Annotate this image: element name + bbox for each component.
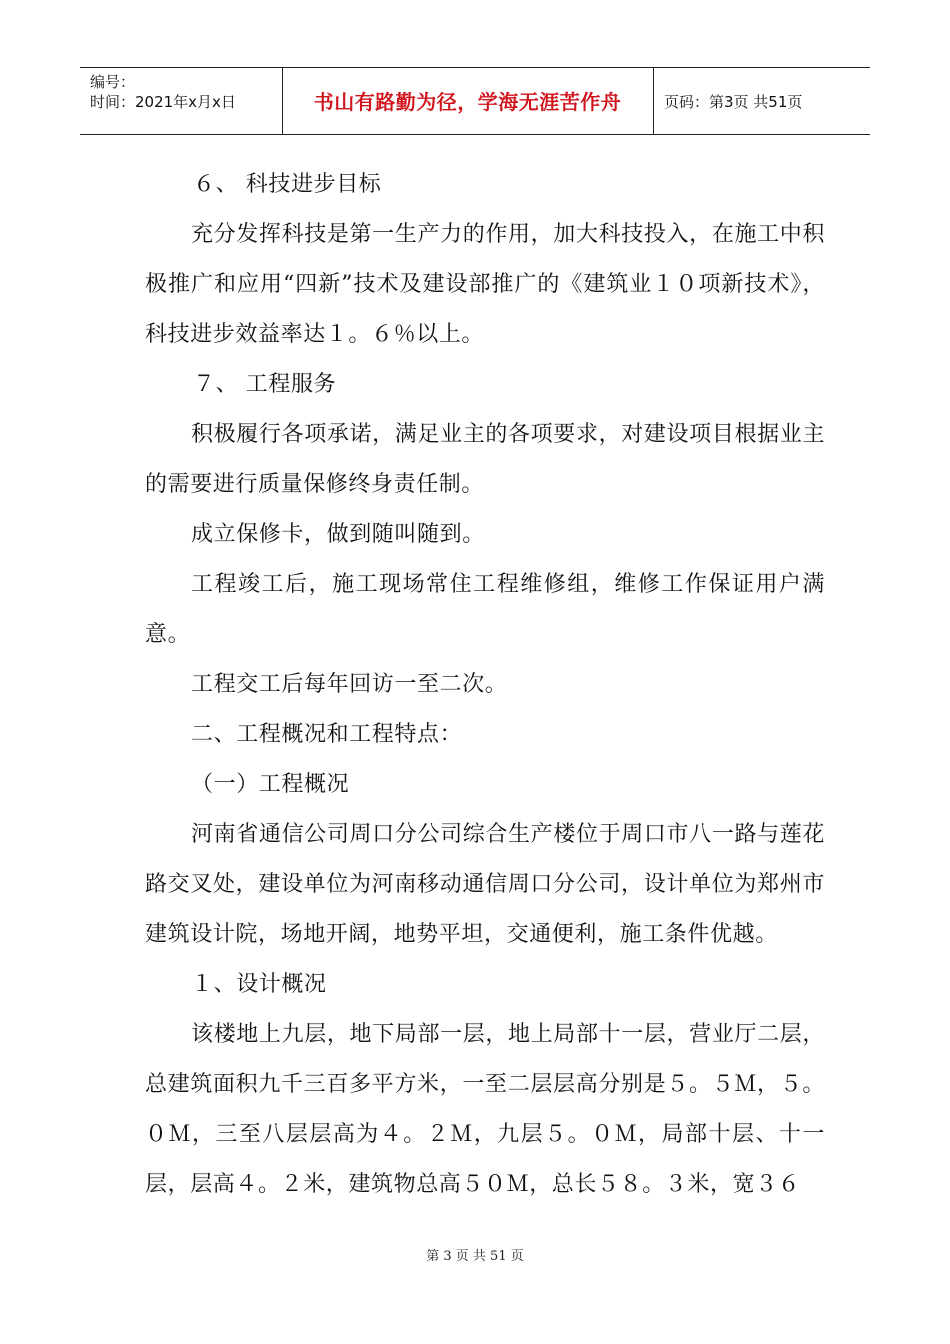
body-paragraph: 河南省通信公司周口分公司综合生产楼位于周口市八一路与莲花路交叉处，建设单位为河南移动通信周口分公司，设计单位为郑州市建筑设计院，场地开阔，地势平坦，交通便利，施工条件优越。 (145, 822, 825, 947)
body-paragraph: 成立保修卡，做到随叫随到。 (191, 522, 485, 547)
header-divider (653, 68, 654, 134)
document-date-label: 时间：2021年x月x日 (90, 93, 236, 111)
document-body (145, 160, 825, 1210)
subsection-heading: （一）工程概况 (191, 772, 350, 797)
section-heading: 二、工程概况和工程特点： (191, 722, 463, 747)
body-paragraph: 积极履行各项承诺，满足业主的各项要求，对建设项目根据业主的需要进行质量保修终身责任制。 (145, 422, 825, 497)
section-heading: ７、 工程服务 (193, 372, 337, 397)
subsection-heading: １、设计概况 (191, 972, 327, 997)
body-paragraph: 工程交工后每年回访一至二次。 (191, 672, 508, 697)
page-header (80, 67, 870, 135)
body-paragraph: 工程竣工后，施工现场常住工程维修组，维修工作保证用户满意。 (145, 572, 825, 647)
section-heading: ６、 科技进步目标 (193, 172, 382, 197)
page-footer: 第 3 页 共 51 页 (426, 1249, 524, 1264)
document-number-label: 编号： (90, 73, 136, 91)
body-paragraph: 充分发挥科技是第一生产力的作用，加大科技投入，在施工中积极推广和应用“四新”技术及建设部推广的《建筑业１０项新技术》，科技进步效益率达１。６％以上。 (145, 222, 825, 347)
body-paragraph: 该楼地上九层，地下局部一层，地上局部十一层，营业厅二层，总建筑面积九千三百多平方米，一至二层层高分别是５。５Ｍ，５。０Ｍ，三至八层层高为４。２Ｍ，九层５。０Ｍ，局部十层、十一层，层高４。２米，建筑物总高５０Ｍ，总长５８。３米，宽３６ (145, 1022, 825, 1197)
header-motto: 书山有路勤为径，学海无涯苦作舟 (313, 90, 622, 114)
header-meta (90, 72, 236, 112)
header-page-number: 页码：第3页 共51页 (664, 93, 803, 111)
